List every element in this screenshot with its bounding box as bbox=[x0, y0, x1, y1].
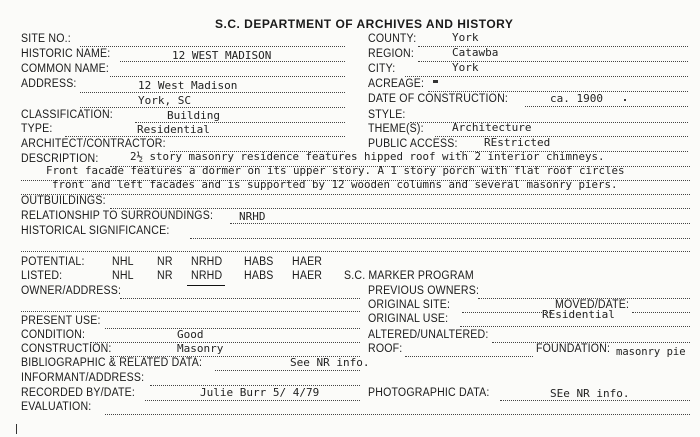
historic-name-line bbox=[120, 61, 345, 62]
classification-value: Building bbox=[167, 109, 220, 122]
address-value-line2: York, SC bbox=[138, 94, 191, 107]
city-value: York bbox=[452, 61, 479, 74]
page-title: S.C. DEPARTMENT OF ARCHIVES AND HISTORY bbox=[215, 17, 514, 31]
style-label: STYLE: bbox=[368, 109, 406, 121]
listed-option-habs[interactable]: HABS bbox=[244, 270, 274, 282]
common-name-line bbox=[110, 76, 345, 77]
description-rule3 bbox=[21, 194, 690, 195]
altered-label: ALTERED/UNALTERED: bbox=[368, 329, 489, 341]
present-use-line bbox=[105, 328, 360, 329]
city-label: CITY: bbox=[368, 63, 396, 75]
relationship-line bbox=[230, 223, 690, 224]
site-no-label: SITE NO.: bbox=[21, 33, 71, 45]
original-use-line bbox=[460, 326, 690, 327]
condition-value: Good bbox=[177, 328, 204, 341]
margin-mark bbox=[16, 424, 17, 434]
address-value-line1: 12 West Madison bbox=[138, 79, 238, 92]
recorded-by-label: RECORDED BY/DATE: bbox=[21, 387, 136, 399]
original-site-line bbox=[462, 312, 552, 313]
region-value: Catawba bbox=[452, 46, 499, 59]
roof-line bbox=[405, 356, 533, 357]
description-label: DESCRIPTION: bbox=[21, 153, 99, 165]
evaluation-label: EVALUATION: bbox=[21, 401, 92, 413]
listed-label: LISTED: bbox=[21, 270, 63, 282]
themes-value: Architecture bbox=[452, 121, 532, 134]
marker-program-label: S.C. MARKER PROGRAM bbox=[344, 270, 474, 282]
moved-date-line bbox=[632, 312, 690, 313]
address-label: ADDRESS: bbox=[21, 78, 77, 90]
recorded-by-line bbox=[145, 400, 360, 401]
common-name-label: COMMON NAME: bbox=[21, 63, 110, 75]
historic-name-value: 12 WEST MADISON bbox=[172, 49, 272, 62]
original-use-value: REsidential bbox=[542, 308, 615, 321]
condition-line bbox=[90, 342, 360, 343]
region-label: REGION: bbox=[368, 48, 414, 60]
themes-label: THEME(S): bbox=[368, 123, 424, 135]
potential-option-nr[interactable]: NR bbox=[157, 256, 173, 268]
ink-dot bbox=[624, 99, 626, 101]
themes-line bbox=[435, 136, 688, 137]
foundation-value: masonry pie bbox=[616, 346, 686, 358]
acreage-label: ACREAGE: bbox=[368, 78, 425, 90]
owner-address-line bbox=[120, 298, 360, 299]
description-line2: Front facade features a dormer on its upper story. A 1 story porch with flat roof circles bbox=[46, 164, 625, 177]
city-line bbox=[405, 76, 688, 77]
evaluation-line bbox=[105, 414, 690, 415]
listed-option-nrhd[interactable]: NRHD bbox=[191, 270, 223, 282]
listed-option-nr[interactable]: NR bbox=[157, 270, 173, 282]
original-use-label: ORIGINAL USE: bbox=[368, 313, 449, 325]
bibliographic-label: BIBLIOGRAPHIC & RELATED DATA: bbox=[21, 357, 203, 369]
address-line2 bbox=[80, 107, 345, 108]
classification-label: CLASSIFICATION: bbox=[21, 109, 113, 121]
construction-label: CONSTRUCTION: bbox=[21, 343, 112, 355]
relationship-value: NRHD bbox=[239, 210, 266, 223]
owner-address-line2 bbox=[21, 311, 360, 312]
previous-owners-label: PREVIOUS OWNERS: bbox=[368, 285, 480, 297]
historical-significance-label: HISTORICAL SIGNIFICANCE: bbox=[21, 225, 170, 237]
potential-option-nrhd[interactable]: NRHD bbox=[191, 256, 223, 268]
listed-nrhd-underline bbox=[187, 285, 225, 286]
county-label: COUNTY: bbox=[368, 33, 417, 45]
site-no-line bbox=[80, 46, 345, 47]
date-of-construction-label: DATE OF CONSTRUCTION: bbox=[368, 93, 509, 105]
historic-name-label: HISTORIC NAME: bbox=[21, 48, 111, 60]
outbuildings-line bbox=[110, 208, 690, 209]
type-label: TYPE: bbox=[21, 123, 53, 135]
photographic-data-line bbox=[500, 400, 690, 401]
recorded-by-value: Julie Burr 5/ 4/79 bbox=[200, 386, 320, 399]
informant-label: INFORMANT/ADDRESS: bbox=[21, 372, 145, 384]
public-access-label: PUBLIC ACCESS: bbox=[368, 138, 458, 150]
historical-significance-line bbox=[190, 238, 690, 239]
bibliographic-value: See NR info. bbox=[290, 356, 370, 369]
potential-option-haer[interactable]: HAER bbox=[292, 256, 323, 268]
potential-label: POTENTIAL: bbox=[21, 256, 85, 268]
relationship-label: RELATIONSHIP TO SURROUNDINGS: bbox=[21, 210, 214, 222]
type-line bbox=[65, 136, 345, 137]
moved-date-label: MOVED/DATE: bbox=[555, 299, 630, 311]
description-line3: front and left facades and is supported by 12 wooden columns and several masonry piers. bbox=[52, 178, 618, 191]
ink-mark bbox=[433, 80, 438, 83]
public-access-value: REstricted bbox=[484, 136, 551, 149]
photographic-data-label: PHOTOGRAPHIC DATA: bbox=[368, 387, 490, 399]
condition-label: CONDITION: bbox=[21, 329, 86, 341]
county-value: York bbox=[452, 31, 479, 44]
bibliographic-line bbox=[215, 370, 360, 371]
description-line1: 2½ story masonry residence features hipped roof with 2 interior chimneys. bbox=[130, 150, 605, 163]
original-site-label: ORIGINAL SITE: bbox=[368, 299, 451, 311]
present-use-label: PRESENT USE: bbox=[21, 315, 101, 327]
historical-significance-line2 bbox=[21, 251, 690, 252]
potential-option-nhl[interactable]: NHL bbox=[112, 256, 134, 268]
type-value: Residential bbox=[137, 123, 210, 136]
architect-label: ARCHITECT/CONTRACTOR: bbox=[21, 138, 166, 150]
foundation-label: FOUNDATION: bbox=[536, 343, 611, 355]
roof-label: ROOF: bbox=[368, 343, 403, 355]
date-of-construction-value: ca. 1900 bbox=[550, 92, 603, 105]
outbuildings-label: OUTBUILDINGS: bbox=[21, 195, 106, 207]
listed-option-nhl[interactable]: NHL bbox=[112, 270, 134, 282]
listed-option-haer[interactable]: HAER bbox=[292, 270, 323, 282]
construction-value: Masonry bbox=[177, 342, 224, 355]
photographic-data-value: SEe NR info. bbox=[550, 387, 630, 400]
address-line1 bbox=[80, 92, 345, 93]
owner-address-label: OWNER/ADDRESS: bbox=[21, 285, 122, 297]
potential-option-habs[interactable]: HABS bbox=[244, 256, 274, 268]
date-of-construction-line bbox=[525, 106, 688, 107]
